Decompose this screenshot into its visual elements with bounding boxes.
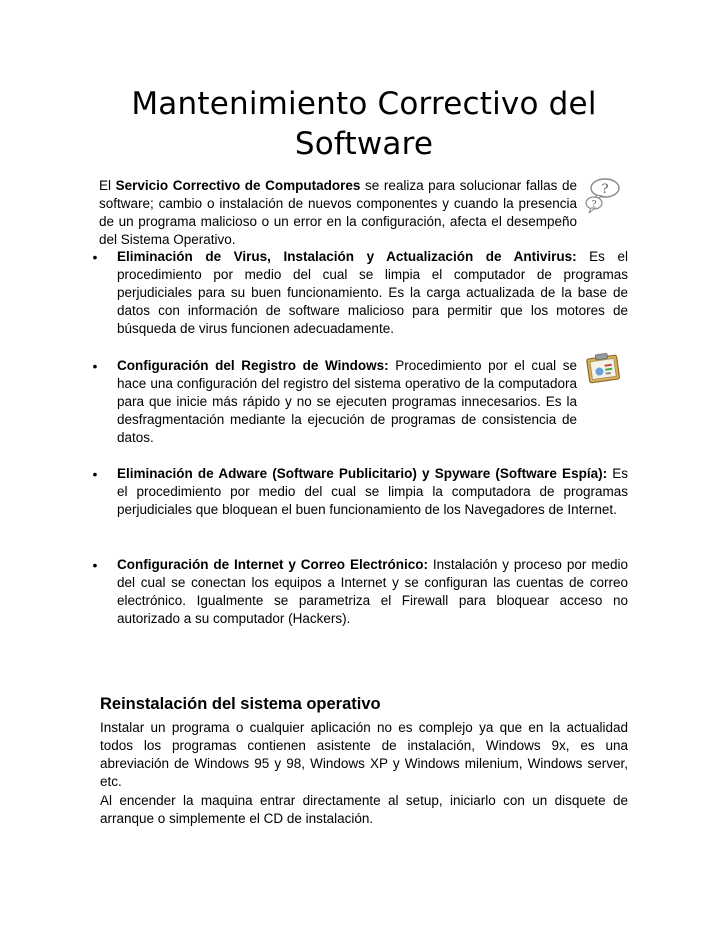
bullet-dot: • bbox=[92, 466, 98, 482]
intro-lead: El bbox=[99, 178, 116, 193]
question-bubbles-icon bbox=[583, 176, 623, 214]
page-title bbox=[100, 84, 628, 164]
page-title-line-1: Mantenimiento Correctivo del bbox=[131, 86, 597, 122]
list-item bbox=[92, 357, 577, 447]
list-item bbox=[92, 248, 628, 338]
intro-paragraph bbox=[99, 177, 577, 249]
section-heading: Reinstalación del sistema operativo bbox=[100, 695, 381, 713]
list-item bbox=[92, 556, 628, 628]
list-item-text: Instalación y proceso por medio del cual se conectan los equipos a Internet y se configuran las cuentas de correo electrónico. Igualmente se parametriza el Firewall para bloquear acceso no autorizado a su computador (Hackers). bbox=[117, 557, 628, 626]
svg-text:?: ? bbox=[601, 182, 609, 197]
svg-text:?: ? bbox=[591, 200, 597, 210]
intro-bold: Servicio Correctivo de Computadores bbox=[115, 178, 361, 193]
list-item-title: Eliminación de Adware (Software Publicitario) y Spyware (Software Espía): bbox=[117, 466, 608, 481]
page-title-line-2: Software bbox=[294, 126, 434, 162]
list-item-text: Procedimiento por el cual se hace una configuración del registro del sistema operativo de la computadora para que inicie más rápido y no se ejecuten programas innecesarios. Es la desfragmentación mediante la ejecución de programas de consistencia de datos. bbox=[117, 358, 577, 445]
list-item-text: Es el procedimiento por medio del cual se limpia el computador de programas perjudiciales para su buen funcionamiento. Es la carga actualizada de la base de datos con información de software malicioso para permitir que los motores de búsqueda de virus funcionen adecuadamente. bbox=[117, 249, 628, 336]
body-paragraph: Al encender la maquina entrar directamente al setup, iniciarlo con un disquete de arranque o simplemente el CD de instalación. bbox=[100, 793, 628, 826]
clipboard-chart-icon bbox=[584, 351, 622, 385]
list-item bbox=[92, 465, 628, 519]
bullet-dot: • bbox=[92, 557, 98, 573]
list-item-title: Configuración de Internet y Correo Electrónico: bbox=[117, 557, 428, 572]
bullet-dot: • bbox=[92, 358, 98, 374]
list-item-title: Eliminación de Virus, Instalación y Actualización de Antivirus: bbox=[117, 249, 577, 264]
list-item-text: Es el procedimiento por medio del cual se limpia la computadora de programas perjudiciales que bloquean el buen funcionamiento de los Navegadores de Internet. bbox=[117, 466, 628, 517]
bullet-dot: • bbox=[92, 249, 98, 265]
list-item-title: Configuración del Registro de Windows: bbox=[117, 358, 389, 373]
body-paragraph: Instalar un programa o cualquier aplicación no es complejo ya que en la actualidad todos los programas contienen asistente de instalación, Windows 9x, es una abreviación de Windows 95 y 98, Windows XP y Windows milenium, Windows server, etc. bbox=[100, 720, 628, 789]
intro-text: se realiza para solucionar fallas de software; cambio o instalación de nuevos componentes y cuando la presencia de un programa malicioso o un error en la configuración, afecta el desempeño del Sistema Operativo. bbox=[99, 178, 577, 247]
